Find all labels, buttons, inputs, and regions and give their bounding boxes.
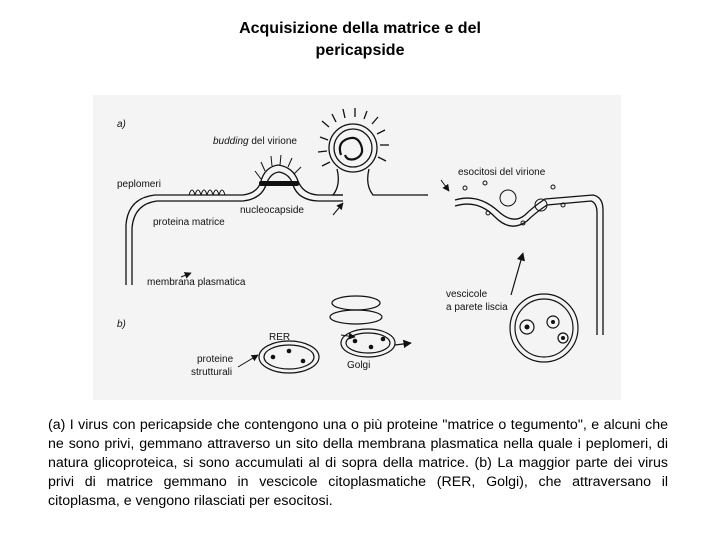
golgi-label: Golgi (347, 360, 371, 371)
vescicole-label-2: a parete liscia (446, 302, 508, 313)
figure-caption: (a) I virus con pericapside che contengono una o più proteine "matrice o tegumento", e alcuni che ne sono privi, gemmano attraverso un sito della membrana plasmatica nella quale i peplomeri, di natura glicoproteica, si sono accumulati al di sopra della matrice. (b) La maggior parte dei virus privi di matrice gemmano in vescicole citoplasmatiche (RER, Golgi), che attraversano il citoplasma, e vengono rilasciati per esocitosi. (48, 417, 668, 509)
peplomers (189, 155, 301, 195)
budding-suffix: del virione (248, 136, 297, 147)
golgi-stack (330, 296, 382, 324)
proteina-matrice-label: proteina matrice (153, 217, 225, 228)
panel-a-label: a) (117, 119, 126, 130)
smooth-vesicle (510, 294, 578, 362)
budding-virion (318, 108, 423, 195)
title-line-2: pericapside (315, 42, 405, 59)
slide-title (160, 18, 560, 62)
figure-drawing (93, 95, 621, 400)
arrow-golgi-out (395, 343, 411, 345)
proteine-label-2: strutturali (191, 367, 233, 378)
arrow-vesicle-up (511, 253, 523, 295)
panel-b-label: b) (117, 319, 126, 330)
rer-vesicle (259, 341, 319, 373)
peplomeri-label: peplomeri (117, 179, 161, 190)
membrana-plasmatica-label: membrana plasmatica (147, 277, 246, 288)
golgi-vesicle (341, 329, 395, 357)
arrow-nucleocapside (333, 203, 343, 215)
virus-budding-figure (93, 95, 621, 400)
vescicole-label-1: vescicole (446, 289, 488, 300)
arrow-esocitosi (441, 180, 449, 191)
matrix-layer (259, 181, 299, 186)
rer-label: RER (269, 332, 291, 343)
proteine-label-1: proteine (197, 354, 234, 365)
title-line-1: Acquisizione della matrice e del (239, 20, 481, 37)
virion-particles (271, 320, 565, 363)
budding-word: budding (213, 136, 249, 147)
exocytosis-virion (463, 181, 565, 225)
budding-label (213, 136, 297, 147)
nucleocapside-label: nucleocapside (240, 205, 304, 216)
arrow-proteine (238, 355, 258, 367)
esocitosi-label: esocitosi del virione (458, 167, 546, 178)
